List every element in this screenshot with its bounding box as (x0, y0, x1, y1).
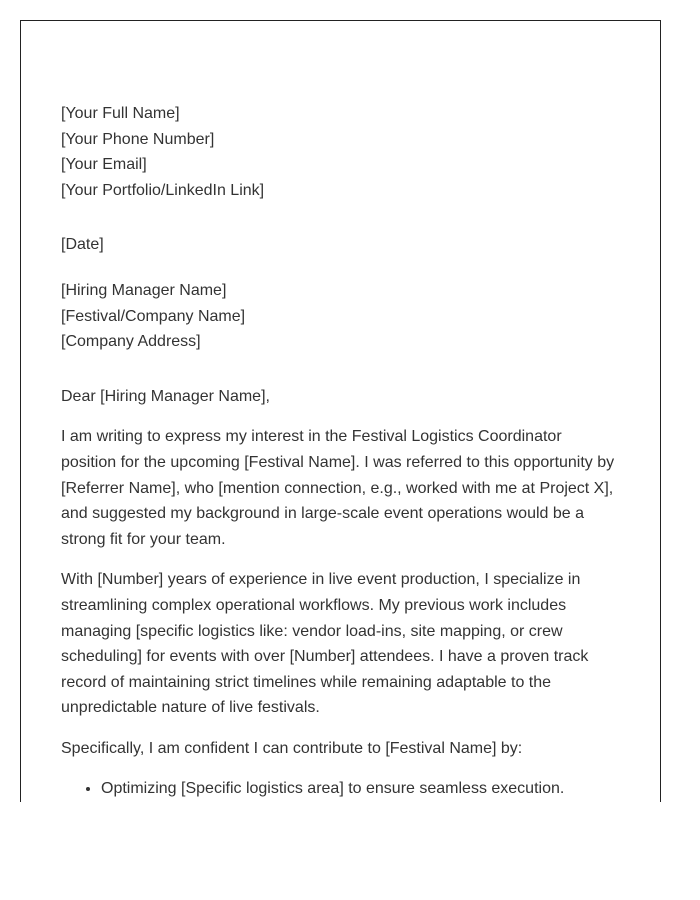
paragraph-experience: With [Number] years of experience in live event production, I specialize in streamlining complex operational workflows. My previous work includes managing [specific logistics like: vendor load-ins, site mapping, or crew scheduling] for events with over [Number] attendees. I have a proven track record of maintaining strict timelines while remaining adaptable to the unpredictable nature of live festivals. (61, 571, 589, 717)
sender-phone: [Your Phone Number] (61, 130, 215, 148)
sender-name: [Your Full Name] (61, 105, 180, 122)
paragraph-contribution-lead: Specifically, I am confident I can contribute to [Festival Name] by: (61, 739, 523, 757)
recipient-company-name: [Festival/Company Name] (61, 307, 246, 325)
sender-portfolio: [Your Portfolio/LinkedIn Link] (61, 181, 265, 199)
recipient-block (61, 278, 621, 355)
date-text: [Date] (61, 236, 104, 254)
letter-body (61, 101, 621, 802)
recipient-manager-name: [Hiring Manager Name] (61, 281, 227, 299)
salutation-text: Dear [Hiring Manager Name], (61, 387, 270, 405)
recipient-company-address: [Company Address] (61, 333, 201, 351)
paragraph-intro: I am writing to express my interest in the Festival Logistics Coordinator position for the upcoming [Festival Name]. I was referred to this opportunity by [Referrer Name], who [mention connection, e.g., worked with me at Project X], and suggested my background in large-scale event operations would be a strong fit for your team. (61, 428, 615, 548)
sender-email: [Your Email] (61, 156, 147, 174)
sender-block (61, 101, 621, 203)
list-item: • Optimizing [Specific logistics area] to ensure seamless execution. (101, 776, 621, 802)
letter-date (61, 232, 621, 258)
salutation (61, 384, 621, 410)
letter-page (20, 20, 661, 802)
contribution-list (61, 776, 621, 802)
